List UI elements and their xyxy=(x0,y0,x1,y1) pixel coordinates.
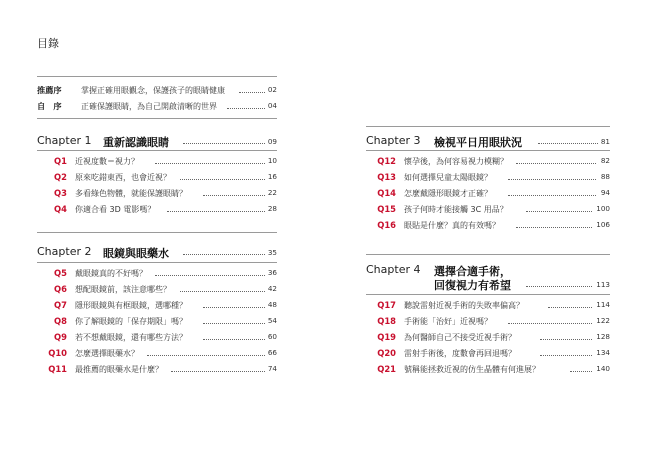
question-text: 多看綠色物體，就能保護眼睛？ xyxy=(75,189,187,198)
question-number: Q3 xyxy=(54,188,67,198)
leader-dots xyxy=(147,355,265,356)
page-number: 94 xyxy=(600,188,610,197)
page-number: 04 xyxy=(267,101,277,110)
leader-dots xyxy=(203,195,265,196)
page-number: 106 xyxy=(596,220,610,229)
leader-dots xyxy=(548,307,592,308)
question-text: 如何選擇兒童太陽眼鏡？ xyxy=(404,173,492,182)
leader-dots xyxy=(540,355,592,356)
leader-dots xyxy=(167,211,265,212)
toc-item[interactable] xyxy=(37,268,277,280)
toc-item[interactable] xyxy=(366,332,610,344)
page-number: 122 xyxy=(596,316,610,325)
toc-item[interactable] xyxy=(37,156,277,168)
question-number: Q14 xyxy=(377,188,396,198)
question-number: Q18 xyxy=(377,316,396,326)
divider xyxy=(366,294,610,295)
leader-dots xyxy=(516,227,592,228)
toc-item[interactable] xyxy=(37,348,277,360)
question-text: 號稱能拯救近視的仿生晶體有何進展？ xyxy=(404,365,540,374)
divider xyxy=(366,126,610,127)
page-number: 54 xyxy=(267,316,277,325)
divider xyxy=(366,150,610,151)
preface-text: 正確保護眼睛，為自己開啟清晰的世界 xyxy=(81,102,217,111)
divider xyxy=(37,150,277,151)
question-number: Q20 xyxy=(377,348,396,358)
chapter-title-line2: 回復視力有希望 xyxy=(434,279,511,292)
divider xyxy=(37,118,277,119)
question-number: Q8 xyxy=(54,316,67,326)
question-text: 你適合看 3D 電影嗎？ xyxy=(75,205,156,214)
leader-dots xyxy=(540,339,592,340)
leader-dots xyxy=(227,108,265,109)
page-number: 134 xyxy=(596,348,610,357)
question-text: 怎麼選擇眼藥水？ xyxy=(75,349,139,358)
page-number: 09 xyxy=(267,137,277,146)
question-text: 隱形眼鏡與有框眼鏡，選哪種？ xyxy=(75,301,187,310)
leader-dots xyxy=(508,179,596,180)
page-number: 66 xyxy=(267,348,277,357)
chapter-heading[interactable] xyxy=(366,263,610,291)
question-number: Q4 xyxy=(54,204,67,214)
chapter-title: 選擇合適手術， xyxy=(434,265,511,278)
toc-item[interactable] xyxy=(366,364,610,376)
chapter-heading[interactable] xyxy=(37,245,277,261)
divider xyxy=(366,254,610,255)
chapter-number: Chapter 1 xyxy=(37,134,92,147)
question-number: Q1 xyxy=(54,156,67,166)
toc-item[interactable] xyxy=(366,348,610,360)
question-text: 怎麼戴隱形眼鏡才正確？ xyxy=(404,189,492,198)
page-number: 10 xyxy=(267,156,277,165)
chapter-title: 重新認識眼睛 xyxy=(103,136,169,149)
page-number: 88 xyxy=(600,172,610,181)
question-text: 雷射手術後，度數會再回退嗎？ xyxy=(404,349,516,358)
toc-item[interactable] xyxy=(366,172,610,184)
toc-item[interactable] xyxy=(366,220,610,232)
preface-row[interactable] xyxy=(37,101,277,113)
question-number: Q13 xyxy=(377,172,396,182)
chapter-number: Chapter 3 xyxy=(366,134,421,147)
page-number: 22 xyxy=(267,188,277,197)
question-number: Q21 xyxy=(377,364,396,374)
question-text: 你了解眼鏡的「保存期限」嗎？ xyxy=(75,317,187,326)
question-text: 原來吃錯東西，也會近視？ xyxy=(75,173,171,182)
page-number: 82 xyxy=(600,156,610,165)
leader-dots xyxy=(203,307,265,308)
divider xyxy=(37,262,277,263)
toc-item[interactable] xyxy=(37,300,277,312)
leader-dots xyxy=(171,371,265,372)
page-number: 48 xyxy=(267,300,277,309)
page-number: 140 xyxy=(596,364,610,373)
question-number: Q2 xyxy=(54,172,67,182)
chapter-number: Chapter 4 xyxy=(366,263,421,276)
leader-dots xyxy=(183,254,265,255)
leader-dots xyxy=(526,286,592,287)
question-number: Q9 xyxy=(54,332,67,342)
preface-label: 推薦序 xyxy=(37,85,62,95)
toc-item[interactable] xyxy=(37,364,277,376)
question-number: Q6 xyxy=(54,284,67,294)
leader-dots xyxy=(526,211,592,212)
page-number: 100 xyxy=(596,204,610,213)
page-number: 02 xyxy=(267,85,277,94)
page-number: 36 xyxy=(267,268,277,277)
question-text: 近視度數＝視力？ xyxy=(75,157,139,166)
toc-item[interactable] xyxy=(366,188,610,200)
leader-dots xyxy=(516,163,596,164)
page-number: 35 xyxy=(267,248,277,257)
chapter-title: 眼鏡與眼藥水 xyxy=(103,247,169,260)
toc-item[interactable] xyxy=(37,188,277,200)
page-number: 42 xyxy=(267,284,277,293)
leader-dots xyxy=(203,323,265,324)
leader-dots xyxy=(180,291,265,292)
question-number: Q5 xyxy=(54,268,67,278)
leader-dots xyxy=(183,143,265,144)
question-number: Q7 xyxy=(54,300,67,310)
toc-item[interactable] xyxy=(366,156,610,168)
question-text: 戴眼鏡真的不好嗎？ xyxy=(75,269,147,278)
divider xyxy=(37,232,277,233)
question-number: Q15 xyxy=(377,204,396,214)
page-number: 113 xyxy=(596,280,610,289)
question-number: Q12 xyxy=(377,156,396,166)
page-number: 28 xyxy=(267,204,277,213)
leader-dots xyxy=(508,323,592,324)
question-text: 若不想戴眼鏡，還有哪些方法？ xyxy=(75,333,187,342)
chapter-title: 檢視平日用眼狀況 xyxy=(434,136,522,149)
chapter-heading[interactable] xyxy=(37,134,277,150)
page-number: 74 xyxy=(267,364,277,373)
preface-row[interactable] xyxy=(37,85,277,97)
leader-dots xyxy=(508,195,596,196)
leader-dots xyxy=(155,163,265,164)
toc-item[interactable] xyxy=(37,284,277,296)
page-number: 60 xyxy=(267,332,277,341)
chapter-number: Chapter 2 xyxy=(37,245,92,258)
question-text: 想配眼鏡前，該注意哪些？ xyxy=(75,285,171,294)
question-number: Q17 xyxy=(377,300,396,310)
question-text: 懷孕後，為何容易視力模糊？ xyxy=(404,157,508,166)
page-number: 114 xyxy=(596,300,610,309)
toc-item[interactable] xyxy=(366,316,610,328)
question-number: Q10 xyxy=(48,348,67,358)
question-number: Q19 xyxy=(377,332,396,342)
question-text: 孩子何時才能接觸 3C 用品？ xyxy=(404,205,508,214)
chapter-heading[interactable] xyxy=(366,134,610,150)
question-number: Q11 xyxy=(48,364,67,374)
page-number: 128 xyxy=(596,332,610,341)
question-text: 聽說雷射近視手術的失敗率偏高？ xyxy=(404,301,524,310)
toc-item[interactable] xyxy=(37,316,277,328)
toc-item[interactable] xyxy=(37,332,277,344)
toc-item[interactable] xyxy=(366,300,610,312)
divider xyxy=(37,76,277,77)
question-text: 為何醫師自己不接受近視手術？ xyxy=(404,333,516,342)
question-text: 最推薦的眼藥水是什麼？ xyxy=(75,365,163,374)
toc-item[interactable] xyxy=(37,204,277,216)
question-text: 眼貼是什麼？真的有效嗎？ xyxy=(404,221,500,230)
leader-dots xyxy=(538,143,598,144)
leader-dots xyxy=(203,339,265,340)
page-title: 目錄 xyxy=(37,37,59,50)
toc-item[interactable] xyxy=(37,172,277,184)
question-text: 手術能「治好」近視嗎？ xyxy=(404,317,492,326)
leader-dots xyxy=(180,179,265,180)
preface-text: 掌握正確用眼觀念，保護孩子的眼睛健康 xyxy=(81,86,225,95)
leader-dots xyxy=(239,92,265,93)
toc-item[interactable] xyxy=(366,204,610,216)
page-number: 81 xyxy=(600,137,610,146)
leader-dots xyxy=(570,371,592,372)
question-number: Q16 xyxy=(377,220,396,230)
page-number: 16 xyxy=(267,172,277,181)
preface-label: 自 序 xyxy=(37,101,62,111)
leader-dots xyxy=(155,275,265,276)
